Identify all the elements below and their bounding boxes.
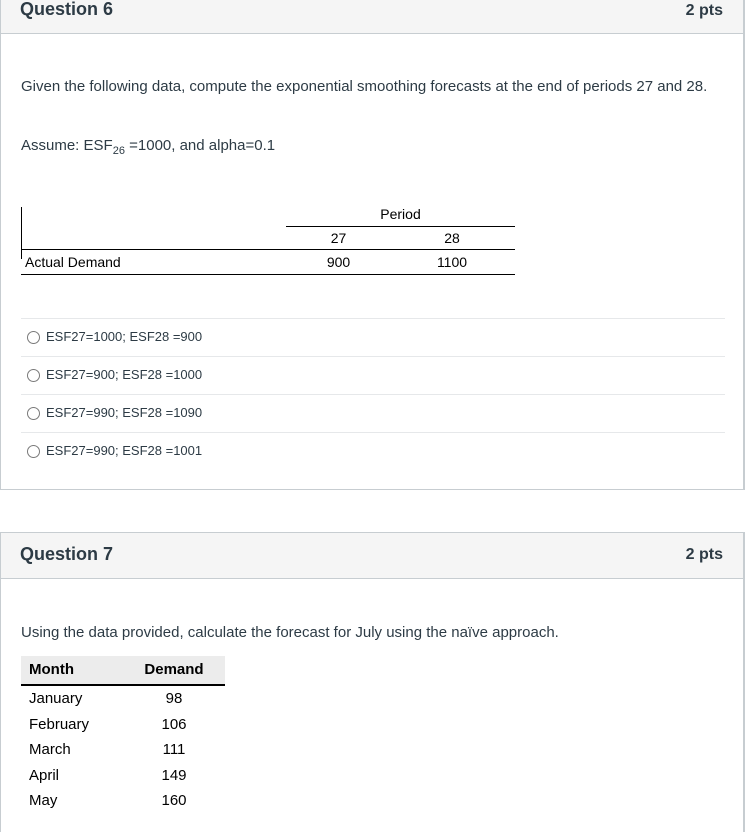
table-row [21,712,225,738]
question-title: Question 7 [20,544,114,564]
question-assumption [21,134,726,163]
table-row [21,686,225,712]
assumption-subscript: 26 [112,145,125,157]
demand-cell: 160 [161,792,187,809]
month-cell: February [29,715,90,733]
answer-label: ESF27=990; ESF28 =1090 [46,405,203,420]
table-rule [286,226,515,227]
demand-column-header: Demand [144,661,204,678]
demand-cell: 106 [161,715,187,733]
period-27-header: 27 [330,230,347,246]
table-row [21,763,225,789]
demand-cell: 111 [162,741,186,758]
period-27-value: 900 [326,254,351,270]
answer-option-1[interactable] [21,318,725,356]
actual-demand-label: Actual Demand [25,254,121,270]
assumption-suffix: =1000, and alpha=0.1 [124,137,276,154]
answer-option-2[interactable] [21,356,725,394]
table-row [21,788,225,814]
question-prompt: Given the following data, compute the exponential smoothing forecasts at the end of periods 27 and 28. [21,78,708,95]
month-cell: January [29,690,83,707]
question-prompt: Using the data provided, calculate the forecast for July using the naïve approach. [21,624,559,641]
answer-label: ESF27=1000; ESF28 =900 [46,329,203,344]
answer-option-4[interactable] [21,432,725,470]
table-rule [21,274,515,275]
period-28-header: 28 [444,230,460,246]
question-points: 2 pts [685,2,723,19]
esf-data-table [21,207,515,277]
period-header: Period [380,206,421,222]
radio-button[interactable] [27,369,40,382]
month-cell: May [29,792,58,809]
table-header-row [21,656,225,686]
table-rule [21,249,515,250]
radio-button[interactable] [27,407,40,420]
answer-option-3[interactable] [21,394,725,432]
question-6-header [1,0,743,34]
answer-label: ESF27=900; ESF28 =1000 [46,367,203,382]
table-row [21,737,225,763]
question-7-card [0,532,745,832]
month-cell: April [29,766,60,784]
demand-cell: 149 [161,766,187,784]
period-28-value: 1100 [436,254,468,270]
answer-label: ESF27=990; ESF28 =1001 [46,443,203,458]
assumption-prefix: Assume: ESF [21,137,113,154]
question-7-header [1,533,743,579]
demand-cell: 98 [165,690,183,707]
question-title: Question 6 [20,0,114,19]
month-cell: March [29,741,71,758]
radio-button[interactable] [27,331,40,344]
question-points: 2 pts [685,546,723,563]
table-border [21,207,22,259]
month-column-header: Month [29,661,74,678]
radio-button[interactable] [27,445,40,458]
demand-table [21,656,225,814]
